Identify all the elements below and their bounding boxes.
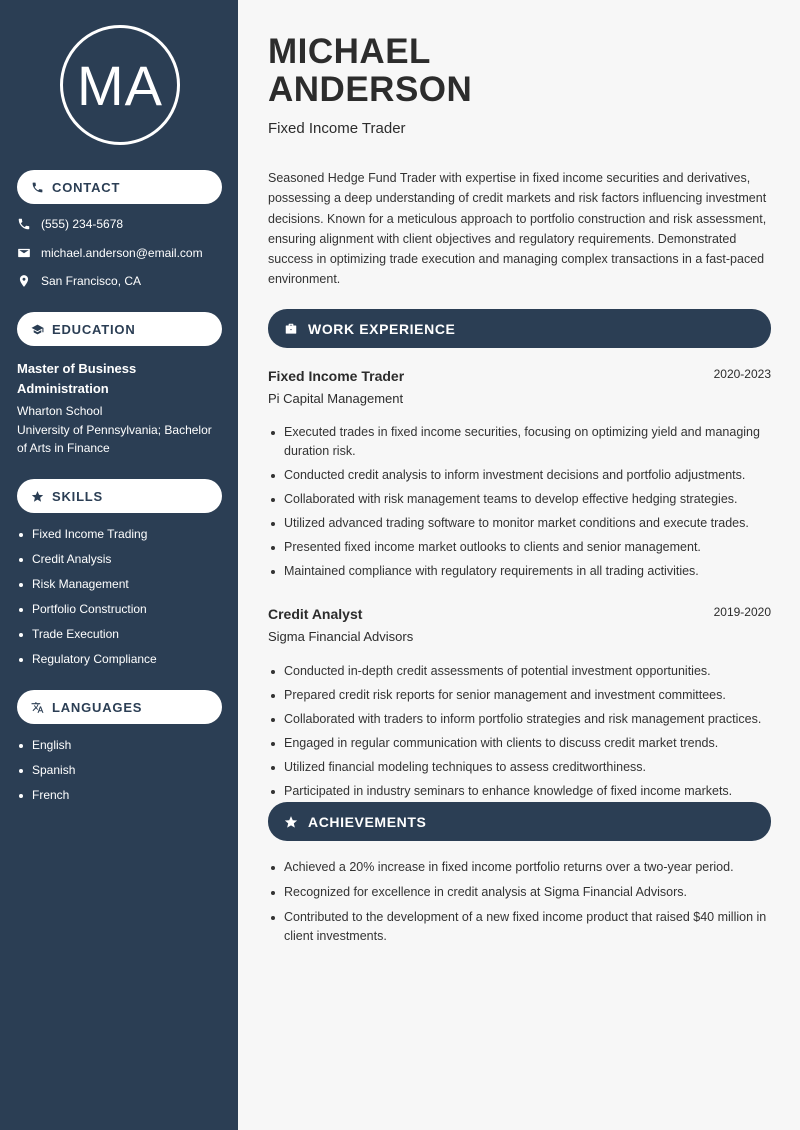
job-bullets — [268, 423, 774, 581]
job-title: Credit Analyst — [268, 606, 363, 622]
education-heading-label: EDUCATION — [52, 321, 136, 337]
job-title: Fixed Income Trader — [268, 368, 405, 384]
list-item: Participated in industry seminars to enhance knowledge of fixed income markets. — [268, 782, 774, 801]
profile-summary: Seasoned Hedge Fund Trader with expertise in fixed income securities and derivatives, possessing a deep understanding of credit markets and risk factors influencing investment decisions. Known for a meticulous approach to portfolio construction and risk assessment, ensuring alignment with client objectives and regulatory requirements. Demonstrated success in optimizing trade execution and managing complex transactions in a fast-paced environment. — [268, 171, 767, 287]
education-degree: Master of Business Administration — [17, 361, 137, 396]
monogram-avatar: MA — [60, 25, 180, 145]
job-bullets — [268, 662, 774, 801]
name-last: ANDERSON — [268, 70, 473, 109]
name-first: MICHAEL — [268, 32, 431, 71]
list-item: Credit Analysis — [17, 552, 157, 577]
list-item: Collaborated with risk management teams to develop effective hedging strategies. — [268, 490, 774, 509]
skills-list — [17, 527, 157, 677]
languages-list — [17, 738, 75, 813]
phone-icon — [17, 217, 31, 231]
contact-phone — [17, 217, 123, 231]
star-icon — [284, 815, 298, 829]
list-item: Recognized for excellence in credit analysis at Sigma Financial Advisors. — [268, 883, 774, 902]
achievements-list — [268, 858, 774, 946]
list-item: Trade Execution — [17, 627, 157, 652]
education-school: Wharton School — [17, 404, 103, 418]
education-heading — [17, 312, 222, 346]
list-item: Conducted credit analysis to inform investment decisions and portfolio adjustments. — [268, 466, 774, 485]
list-item: Prepared credit risk reports for senior management and investment committees. — [268, 686, 774, 705]
list-item: Fixed Income Trading — [17, 527, 157, 552]
briefcase-icon — [284, 322, 298, 336]
envelope-icon — [17, 246, 31, 260]
contact-heading-label: CONTACT — [52, 179, 121, 195]
translate-icon — [31, 701, 44, 714]
list-item: Collaborated with traders to inform portfolio strategies and risk management practices. — [268, 710, 774, 729]
list-item: Achieved a 20% increase in fixed income portfolio returns over a two-year period. — [268, 858, 774, 877]
contact-email[interactable] — [17, 246, 203, 260]
candidate-name — [268, 33, 472, 109]
work-experience-heading-label: WORK EXPERIENCE — [308, 320, 456, 337]
star-icon — [31, 490, 44, 503]
list-item: Utilized advanced trading software to monitor market conditions and execute trades. — [268, 514, 774, 533]
job-dates: 2020-2023 — [713, 367, 771, 381]
work-experience-heading — [268, 309, 771, 348]
languages-heading — [17, 690, 222, 724]
achievements-heading-label: ACHIEVEMENTS — [308, 813, 427, 830]
achievements-heading — [268, 802, 771, 841]
list-item: Contributed to the development of a new fixed income product that raised $40 million in client investments. — [268, 908, 774, 946]
skills-heading-label: SKILLS — [52, 488, 104, 504]
contact-heading — [17, 170, 222, 204]
list-item: Utilized financial modeling techniques to assess creditworthiness. — [268, 758, 774, 777]
education-detail: University of Pennsylvania; Bachelor of Arts in Finance — [17, 423, 212, 455]
list-item: Presented fixed income market outlooks to clients and senior management. — [268, 538, 774, 557]
sidebar — [0, 0, 238, 1130]
location-text: San Francisco, CA — [41, 274, 142, 288]
list-item: English — [17, 738, 75, 763]
list-item: Spanish — [17, 763, 75, 788]
list-item: Regulatory Compliance — [17, 652, 157, 677]
contact-location — [17, 274, 141, 288]
list-item: Risk Management — [17, 577, 157, 602]
list-item: French — [17, 788, 75, 813]
list-item: Portfolio Construction — [17, 602, 157, 627]
list-item: Conducted in-depth credit assessments of potential investment opportunities. — [268, 662, 774, 681]
job-company: Pi Capital Management — [268, 391, 404, 406]
email-text[interactable]: michael.anderson@email.com — [41, 246, 203, 260]
phone-icon — [31, 181, 44, 194]
map-pin-icon — [17, 274, 31, 288]
list-item: Engaged in regular communication with clients to discuss credit market trends. — [268, 734, 774, 753]
graduation-cap-icon — [31, 323, 44, 336]
candidate-role: Fixed Income Trader — [268, 120, 406, 137]
list-item: Executed trades in fixed income securities, focusing on optimizing yield and managing duration risk. — [268, 423, 774, 461]
skills-heading — [17, 479, 222, 513]
list-item: Maintained compliance with regulatory requirements in all trading activities. — [268, 562, 774, 581]
job-dates: 2019-2020 — [713, 605, 771, 619]
languages-heading-label: LANGUAGES — [52, 699, 143, 715]
job-company: Sigma Financial Advisors — [268, 629, 414, 644]
phone-text: (555) 234-5678 — [41, 217, 124, 231]
